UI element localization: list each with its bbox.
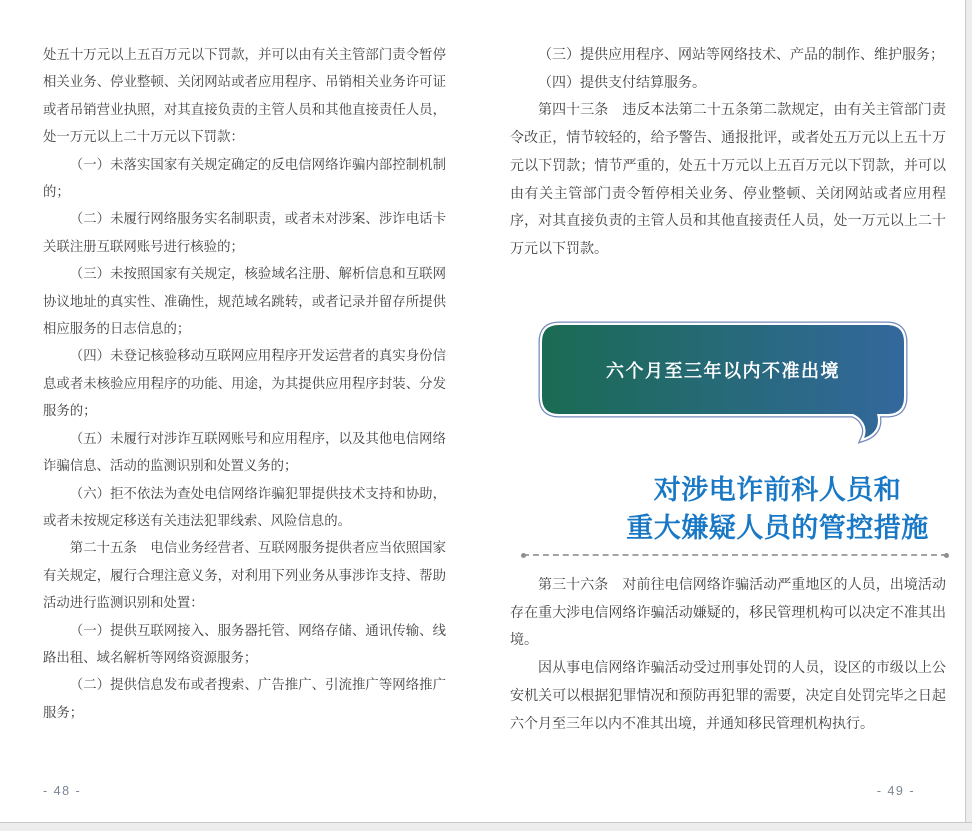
page-right	[486, 0, 966, 823]
paragraph: 因从事电信网络诈骗活动受过刑事处罚的人员，设区的市级以上公安机关可以根据犯罪情况和预防再犯罪的需要，决定自处罚完毕之日起六个月至三年以内不准其出境，并通知移民管理机构执行。	[510, 659, 946, 731]
right-page-text-top	[510, 41, 946, 263]
left-page-text	[43, 41, 446, 726]
paragraph: （四）提供支付结算服务。	[538, 73, 706, 90]
paragraph: 第二十五条 电信业务经营者、互联网服务提供者应当依照国家有关规定，履行合理注意义务，对利用下列业务从事涉诈支持、帮助活动进行监测识别和处置：	[43, 540, 446, 611]
page-edge-right	[965, 0, 972, 831]
section-heading	[625, 472, 930, 547]
paragraph: （三）未按照国家有关规定，核验域名注册、解析信息和互联网协议地址的真实性、准确性，规范域名跳转，或者记录并留存所提供相应服务的日志信息的；	[43, 266, 446, 337]
paragraph: （三）提供应用程序、网站等网络技术、产品的制作、维护服务；	[538, 46, 944, 62]
paragraph: 第四十三条 违反本法第二十五条第二款规定，由有关主管部门责令改正，情节较轻的，给予警告、通报批评，或者处五万元以上五十万元以下罚款；情节严重的，处五十万元以上五百万元以下罚款，并可以由有关主管部门责令暂停相关业务、停业整顿、关闭网站或者应用程序，对其直接负责的主管人员和其他直接责任人员，处一万元以上二十万元以下罚款。	[510, 101, 946, 256]
paragraph: （二）未履行网络服务实名制职责，或者未对涉案、涉诈电话卡关联注册互联网账号进行核验的；	[43, 211, 446, 254]
page-left	[0, 0, 486, 823]
paragraph: （五）未履行对涉诈互联网账号和应用程序，以及其他电信网络诈骗信息、活动的监测识别和处置义务的；	[43, 430, 446, 474]
paragraph: （四）未登记核验移动互联网应用程序开发运营者的真实身份信息或者未核验应用程序的功能、用途，为其提供应用程序封装、分发服务的；	[43, 348, 446, 419]
section-heading-line2: 重大嫌疑人员的管控措施	[626, 512, 929, 543]
section-heading-line1: 对涉电诈前科人员和	[653, 475, 902, 505]
callout-bubble	[533, 318, 913, 444]
paragraph: （一）提供互联网接入、服务器托管、网络存储、通讯传输、线路出租、域名解析等网络资源服务；	[43, 622, 446, 665]
page-edge-bottom	[0, 822, 972, 831]
dashed-divider	[523, 554, 947, 556]
paragraph: （二）提供信息发布或者搜索、广告推广、引流推广等网络推广服务；	[43, 677, 446, 720]
paragraph: （一）未落实国家有关规定确定的反电信网络诈骗内部控制机制的；	[43, 156, 446, 200]
paragraph: 处五十万元以上五百万元以下罚款，并可以由有关主管部门责令暂停相关业务、停业整顿、关闭网站或者应用程序、吊销相关业务许可证或者吊销营业执照，对其直接负责的主管人员和其他直接责任人员，处一万元以上二十万元以下罚款：	[43, 47, 446, 145]
callout-bubble-label: 六个月至三年以内不准出境	[606, 360, 840, 381]
paragraph: 第三十六条 对前往电信网络诈骗活动严重地区的人员，出境活动存在重大涉电信网络诈骗活动嫌疑的，移民管理机构可以决定不准其出境。	[510, 576, 946, 648]
page-number-left: - 48 -	[43, 784, 82, 798]
page-number-right: - 49 -	[876, 784, 915, 798]
paragraph: （六）拒不依法为查处电信网络诈骗犯罪提供技术支持和协助，或者未按规定移送有关违法犯罪线索、风险信息的。	[43, 485, 446, 528]
right-page-text-bottom	[510, 571, 946, 737]
